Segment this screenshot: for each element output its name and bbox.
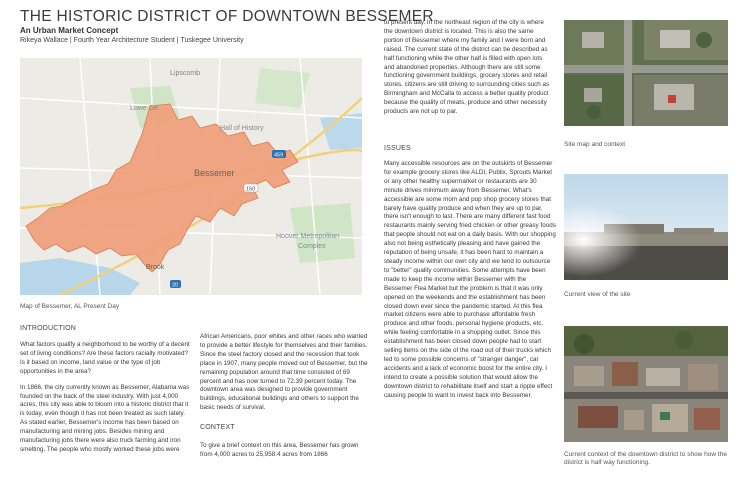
road-shield [170, 280, 181, 289]
svg-text:459: 459 [274, 152, 284, 159]
page-title: THE HISTORIC DISTRICT OF DOWNTOWN BESSEMER [20, 8, 434, 25]
middle-body [200, 333, 368, 420]
map-graphic [20, 58, 362, 295]
middle-paragraph: African Americans, poor whites and other races who wanted to provide a better lifestyle for themselves and their families. Since the steel factory closed and the recession that took place in 1907, many people moved out of Bessemer, but the remaining population around that time consisted of 69 percent and has now turned to 72.39 percent today. The downtown area was designed to provide government buildings, educational buildings and others to support the basic needs of survival. [200, 333, 368, 412]
map-label: Complex [298, 243, 326, 250]
map-caption: Map of Bessemer, AL Present Day [20, 303, 120, 310]
intro-body [20, 341, 192, 462]
issues-heading: ISSUES [384, 145, 411, 152]
downtown-aerial-image [564, 326, 728, 442]
map-label: Hoover Metropolitan [276, 233, 340, 240]
svg-text:150: 150 [246, 186, 256, 193]
author-line: Rikeya Wallace | Fourth Year Architecture Student | Tuskegee University [20, 37, 244, 44]
bessemer-map [20, 58, 362, 295]
site-view-image [564, 174, 728, 280]
context-continued [384, 19, 554, 124]
photo-caption: Current view of the site [564, 291, 631, 298]
issues-body [384, 160, 556, 407]
map-label: Brook [146, 264, 165, 271]
road-shield [244, 184, 258, 193]
context-heading: CONTEXT [200, 424, 235, 431]
issues-paragraph: Many accessible resources are on the outskirts of Bessemer for example grocery stores like ALDI, Publix, Sprouts Market or any other healthy supermarket or restaurants are 30 minute drives minimum away from Bessemer. What's accessible are some mom and pop shop grocery stores that barely have quality produce and when they are up to par, there isn't enough to last. There are many different fast food restaurants mainly serving fried chicken or other greasy foods that people should not eat on a daily basis. With our shopping also not being esthetically pleasing and have gained the reputation of being unsafe, it has been hard to maintain a steady income within our own city and we tend to outsource to "better" quality communities. Some attempts have been made to keep the income within Bessemer with the Bessemer Flea Market but the problem is that it was only opened on the weekends and the establishment has been closed down ever since the pandemic started. At this flea market citizens were able to purchase affordable fresh produce and other foods, personal hygiene products, etc. while feeling comfortable in a shopping outlet. Since this establishment has been closed down people had to start selling items on the side of the road out of their trucks which led to some possible concerns of "stranger danger", car accidents and a lack of economic boost for the entire city. I intend to create a possible solution that would allow the downtown district to rehabilitate itself and start a ripple effect causing people to want to invest back into Bessemer. [384, 160, 556, 399]
context-paragraph: To give a brief context on this area, Bessemer has grown from 4,000 acres to 25,958.4 acres from 1866 [200, 442, 359, 458]
page-subtitle: An Urban Market Concept [20, 26, 119, 35]
map-label: Bessemer [194, 168, 235, 178]
aerial-site-image [564, 20, 728, 126]
context-continued-paragraph: to present day. In the northeast region of the city is where the downtown district is located. This is also the same portion of Bessemer where my family and I were born and raised. The current state of the district can be described as half functioning while the other half is filled with open lots and abandoned properties. Although there are still some functioning government buildings, grocery stores and retail stores, citizens are still driving to surrounding cities such as Birmingham and McCalla to access a better quality product because the quality of meats, produce and other necessity products are not up to par. [384, 19, 550, 116]
context-body [200, 442, 372, 467]
site-view-photo [564, 174, 728, 280]
aerial-site-photo [564, 20, 728, 126]
road-shield [272, 150, 286, 159]
intro-paragraph: What factors qualify a neighborhood to be worthy of a decent set of living conditions? Are these factors racially motivated? Is it based on income, land value or the type of job opportunities in the area? [20, 341, 190, 375]
map-label: Lowe Ge [130, 105, 159, 112]
intro-paragraph: In 1866, the city currently known as Bessemer, Alabama was founded on the back of the steel industry. With just 4,000 acres, this city was able to bloom into a historic district that it is today, even though it has not been treated as such lately. As stated earlier, Bessemer's income has been based on manufacturing and mining jobs. Besides mining and manufacturing jobs there were also truck farming and iron smelting. The people who mostly worked these jobs were [20, 383, 190, 453]
intro-heading: INTRODUCTION [20, 325, 77, 332]
map-label: Hall of History [220, 125, 264, 132]
map-label: Lipscomb [170, 70, 200, 77]
downtown-aerial-photo [564, 326, 728, 442]
svg-text:20: 20 [172, 282, 179, 289]
photo-caption: Current context of the downtown district to show how the district is half way functioning. [564, 451, 727, 466]
photo-caption: Site map and context [564, 141, 626, 148]
